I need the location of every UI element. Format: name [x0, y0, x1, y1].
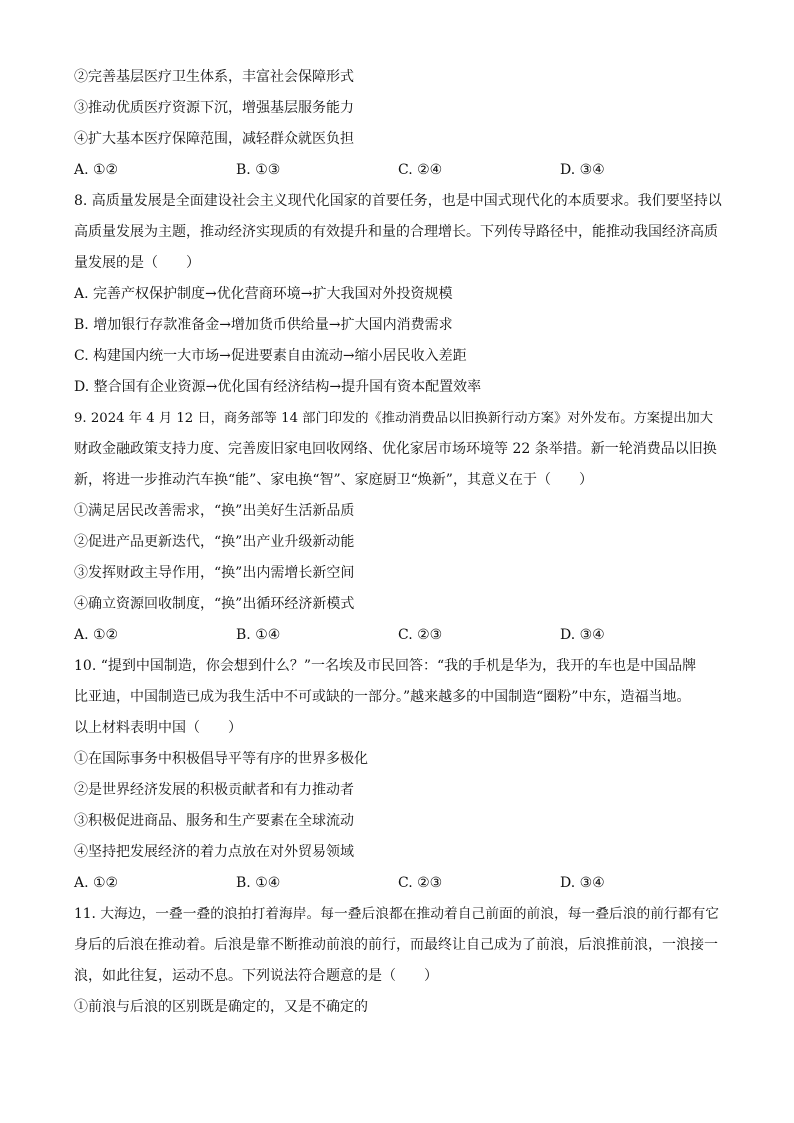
- question-stem-continued: 身后的后浪在推动着。后浪是靠不断推动前浪的前行，而最终让自己成为了前浪，后浪推前浪，一浪接一: [74, 937, 718, 953]
- text-line: C. 构建国内统一大市场→促进要素自由流动→缩小居民收入差距: [74, 348, 467, 364]
- question-stem-continued: 新，将进一步推动汽车换“能”、家电换“智”、家庭厨卫“焕新”，其意义在于（ ）: [74, 472, 593, 488]
- text-line: ②完善基层医疗卫生体系，丰富社会保障形式: [74, 69, 354, 85]
- question-stem-continued: 浪，如此往复，运动不息。下列说法符合题意的是（ ）: [74, 968, 438, 984]
- question-stem-continued: 高质量发展为主题，推动经济实现质的有效提升和量的合理增长。下列传导路径中，能推动我国经济高质: [74, 224, 718, 240]
- text-line: ①满足居民改善需求，“换”出美好生活新品质: [74, 503, 355, 519]
- answer-option: C. ②③: [398, 875, 443, 891]
- question-stem-continued: 量发展的是（ ）: [74, 255, 200, 271]
- answer-option: B. ①④: [236, 875, 281, 891]
- text-line: D. 整合国有企业资源→优化国有经济结构→提升国有资本配置效率: [74, 379, 482, 395]
- answer-option: D. ③④: [560, 162, 605, 178]
- question-stem: 11. 大海边，一叠一叠的浪拍打着海岸。每一叠后浪都在推动着自己前面的前浪，每一叠后浪的前行都有它: [74, 906, 719, 922]
- answer-option: B. ①④: [236, 627, 281, 643]
- answer-option: C. ②④: [398, 162, 443, 178]
- text-line: A. 完善产权保护制度→优化营商环境→扩大我国对外投资规模: [74, 286, 453, 302]
- text-line: ②促进产品更新迭代，“换”出产业升级新动能: [74, 534, 355, 550]
- question-stem: 10. “提到中国制造，你会想到什么？”一名埃及市民回答：“我的手机是华为，我开的车也是中国品牌: [74, 658, 697, 674]
- answer-option: B. ①③: [236, 162, 281, 178]
- answer-option: D. ③④: [560, 875, 605, 891]
- answer-option: D. ③④: [560, 627, 605, 643]
- text-line: ①在国际事务中积极倡导平等有序的世界多极化: [74, 751, 368, 767]
- text-line: ④扩大基本医疗保障范围，减轻群众就医负担: [74, 131, 354, 147]
- text-line: B. 增加银行存款准备金→增加货币供给量→扩大国内消费需求: [74, 317, 453, 333]
- answer-options: [74, 620, 724, 651]
- answer-options: [74, 868, 724, 899]
- exam-content: [74, 62, 724, 1023]
- text-line: ②是世界经济发展的积极贡献者和有力推动者: [74, 782, 354, 798]
- text-line: ③推动优质医疗资源下沉，增强基层服务能力: [74, 100, 354, 116]
- answer-option: A. ①②: [74, 627, 119, 643]
- text-line: ④坚持把发展经济的着力点放在对外贸易领域: [74, 844, 354, 860]
- text-line: ③积极促进商品、服务和生产要素在全球流动: [74, 813, 354, 829]
- question-stem-continued: 比亚迪，中国制造已成为我生活中不可或缺的一部分。”越来越多的中国制造“圈粉”中东，造福当地。: [74, 689, 691, 705]
- answer-option: A. ①②: [74, 162, 119, 178]
- question-stem: 8. 高质量发展是全面建设社会主义现代化国家的首要任务，也是中国式现代化的本质要求。我们要坚持以: [74, 193, 722, 209]
- question-stem-continued: 财政金融政策支持力度、完善废旧家电回收网络、优化家居市场环境等 22 条举措。新一轮消费品以旧换: [74, 441, 717, 457]
- text-line: ③发挥财政主导作用，“换”出内需增长新空间: [74, 565, 355, 581]
- answer-options: [74, 155, 724, 186]
- text-line: ④确立资源回收制度，“换”出循环经济新模式: [74, 596, 355, 612]
- answer-option: C. ②③: [398, 627, 443, 643]
- question-stem: 9. 2024 年 4 月 12 日，商务部等 14 部门印发的《推动消费品以旧换新行动方案》对外发布。方案提出加大: [74, 411, 713, 426]
- text-line: ①前浪与后浪的区别既是确定的，又是不确定的: [74, 999, 368, 1015]
- answer-option: A. ①②: [74, 875, 119, 891]
- question-stem-continued: 以上材料表明中国（ ）: [74, 720, 242, 736]
